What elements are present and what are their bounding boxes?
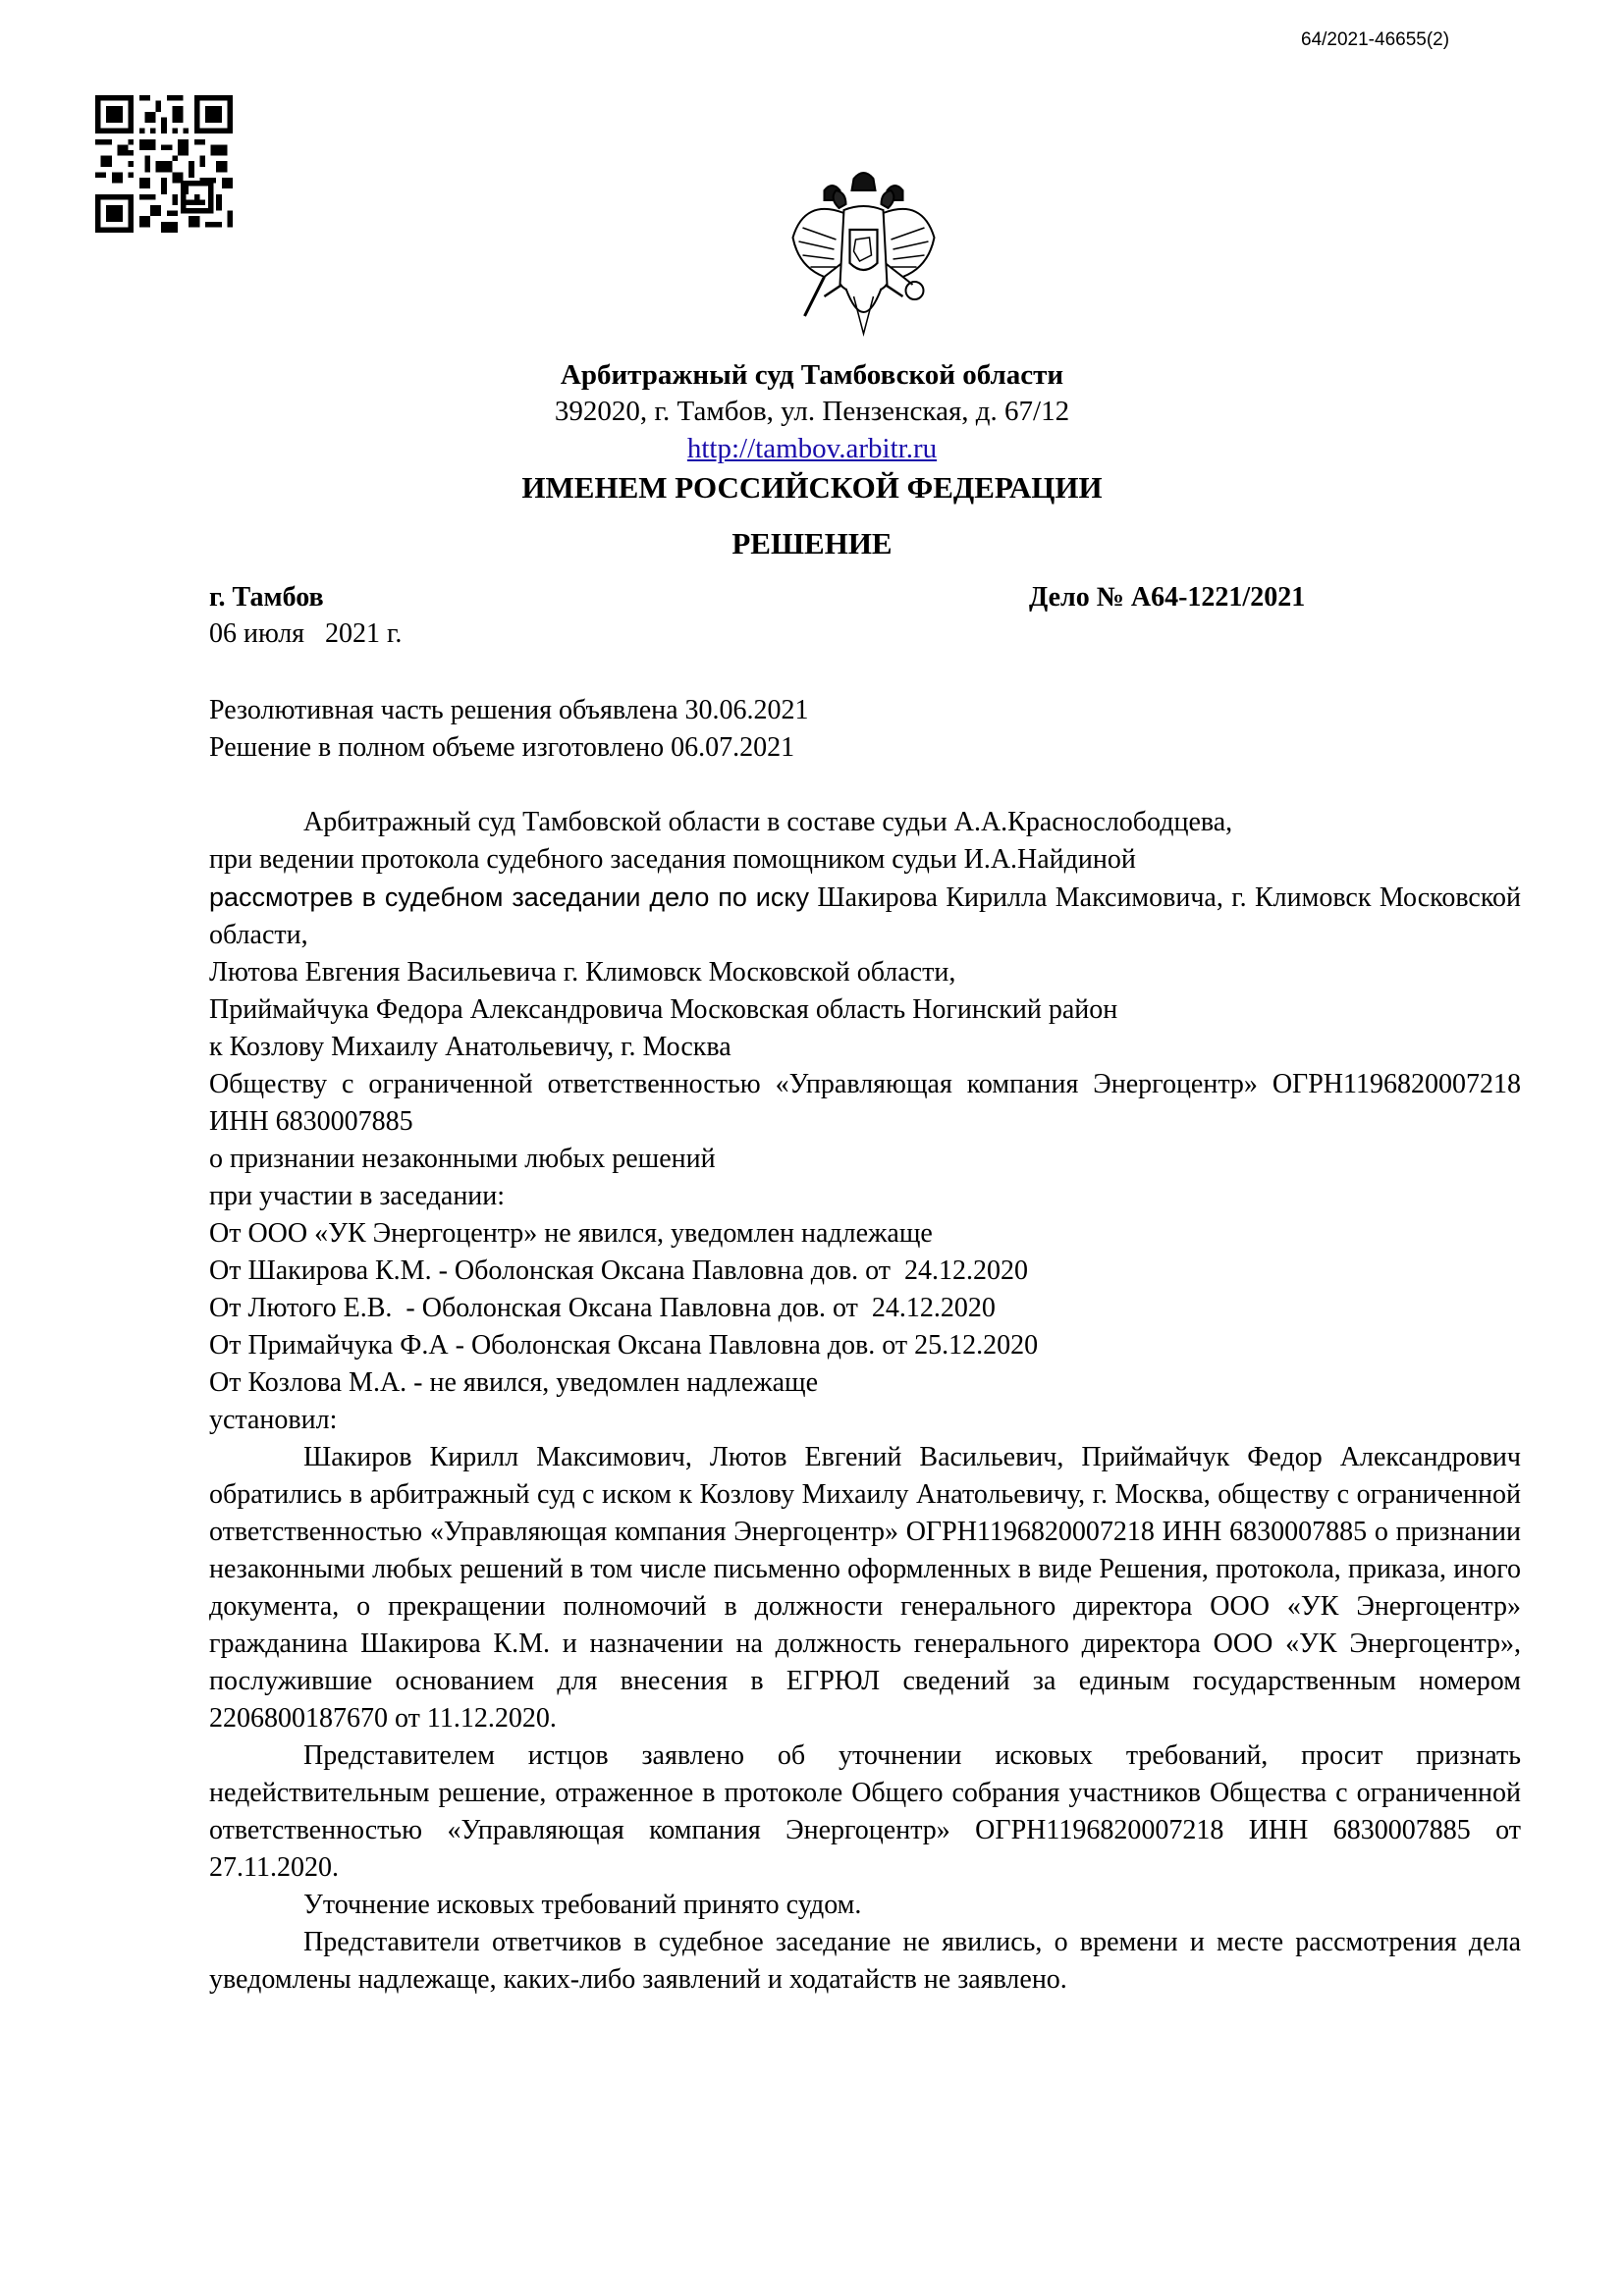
defendant-2: Обществу с ограниченной ответственностью «Управляющая компания Энергоцентр» ОГРН1196820007218 ИНН 6830007885	[209, 1069, 1521, 1137]
participant-line: От Козлова М.А. - не явился, уведомлен надлежаще	[209, 1367, 819, 1398]
court-address: 392020, г. Тамбов, ул. Пензенская, д. 67/12	[554, 396, 1070, 427]
composition-line: Арбитражный суд Тамбовской области в составе судьи А.А.Краснослободцева,	[303, 807, 1233, 837]
russian-coat-of-arms-emblem	[784, 169, 944, 346]
established-heading: установил:	[209, 1405, 338, 1435]
resolutive-date: Резолютивная часть решения объявлена 30.06.2021	[209, 695, 809, 725]
case-number: Дело № А64-1221/2021	[1029, 582, 1306, 613]
participant-line: От Шакирова К.М. - Оболонская Оксана Павловна дов. от 24.12.2020	[209, 1255, 1029, 1286]
participant-line: От Примайчука Ф.А - Оболонская Оксана Павловна дов. от 25.12.2020	[209, 1330, 1039, 1361]
decision-dates	[209, 692, 1521, 767]
in-the-name-heading: ИМЕНЕМ РОССИЙСКОЙ ФЕДЕРАЦИИ	[521, 470, 1103, 505]
city: г. Тамбов	[209, 582, 324, 613]
case-stamp: 64/2021-46655(2)	[1301, 29, 1450, 50]
consideration-phrase: рассмотрев в судебном заседании дело по иску	[209, 882, 810, 912]
court-name: Арбитражный суд Тамбовской области	[560, 359, 1064, 391]
qr-code	[95, 95, 233, 233]
full-decision-date: Решение в полном объеме изготовлено 06.07.2021	[209, 732, 795, 763]
document-type-heading: РЕШЕНИЕ	[731, 526, 893, 561]
secretary-line: при ведении протокола судебного заседания помощником судьи И.А.Найдиной	[209, 844, 1136, 875]
defendants-absence-paragraph: Представители ответчиков в судебное заседание не явились, о времени и месте рассмотрения дела уведомлены надлежаще, каких-либо заявлений и ходатайств не заявлено.	[209, 1927, 1521, 1995]
acceptance-paragraph: Уточнение исковых требований принято судом.	[303, 1890, 862, 1920]
claim-subject: о признании незаконными любых решений	[209, 1144, 716, 1174]
plaintiff-3: Приймайчука Федора Александровича Московская область Ногинский район	[209, 994, 1118, 1025]
plaintiff-2: Лютова Евгения Васильевича г. Климовск Московской области,	[209, 957, 956, 988]
participant-line: От ООО «УК Энергоцентр» не явился, уведомлен надлежаще	[209, 1218, 933, 1249]
claim-paragraph: Шакиров Кирилл Максимович, Лютов Евгений Васильевич, Приймайчук Федор Александрович обратились в арбитражный суд с иском к Козлову Михаилу Анатольевичу, г. Москва, обществу с ограниченной ответственностью «Управляющая компания Энергоцентр» ОГРН1196820007218 ИНН 6830007885 о признании незаконными любых решений в том числе письменно оформленных в виде Решения, протокола, приказа, иного документа, о прекращении полномочий в должности генерального директора ООО «УК Энергоцентр» гражданина Шакирова К.М. и назначении на должность генерального директора ООО «УК Энергоцентр», послужившие основанием для внесения в ЕГРЮЛ сведений за единым государственным номером 2206800187670 от 11.12.2020.	[209, 1442, 1521, 1734]
composition-section	[209, 804, 1521, 1999]
participant-line: От Лютого Е.В. - Оболонская Оксана Павловна дов. от 24.12.2020	[209, 1293, 996, 1323]
clarification-paragraph: Представителем истцов заявлено об уточнении исковых требований, просит признать недействительным решение, отраженное в протоколе Общего собрания участников Общества с ограниченной ответственностью «Управляющая компания Энергоцентр» ОГРН1196820007218 ИНН 6830007885 от 27.11.2020.	[209, 1740, 1521, 1883]
court-website-link[interactable]: http://tambov.arbitr.ru	[686, 433, 938, 464]
defendant-1: к Козлову Михаилу Анатольевичу, г. Москва	[209, 1032, 731, 1062]
decision-date: 06 июля 2021 г.	[209, 618, 403, 649]
plaintiff-1: Шакирова Кирилла Максимовича, г. Климовск Московской области,	[209, 882, 1521, 950]
consideration-line	[209, 879, 1521, 954]
participants-intro: при участии в заседании:	[209, 1181, 506, 1211]
